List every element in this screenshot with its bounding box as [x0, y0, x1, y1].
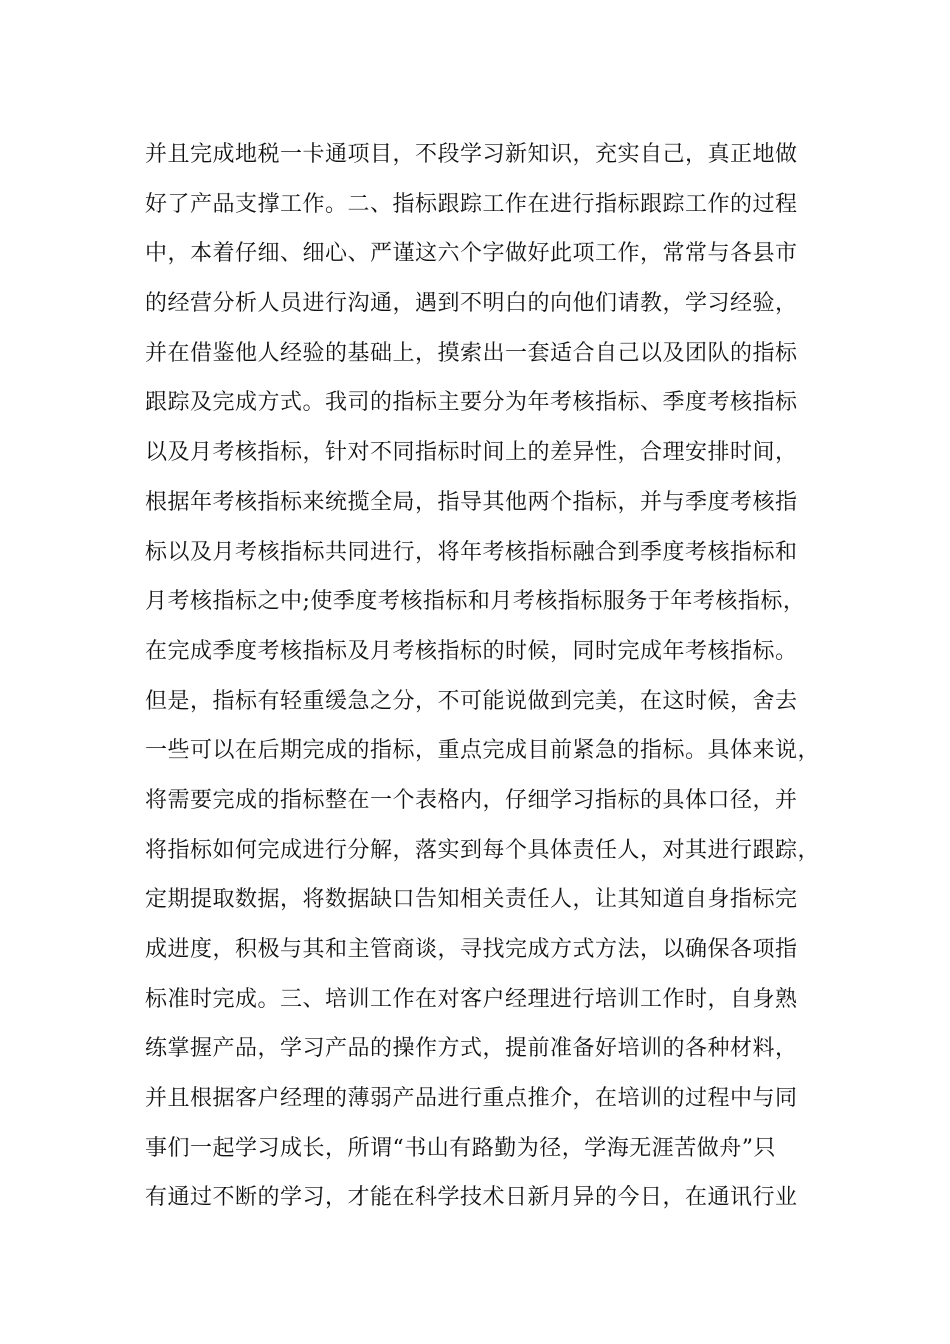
text-line: 以及月考核指标，针对不同指标时间上的差异性，合理安排时间， — [145, 440, 798, 466]
text-line: 在完成季度考核指标及月考核指标的时候，同时完成年考核指标。 — [145, 638, 798, 664]
text-line: 跟踪及完成方式。我司的指标主要分为年考核指标、季度考核指标 — [145, 390, 798, 416]
text-line: 月考核指标之中;使季度考核指标和月考核指标服务于年考核指标， — [145, 589, 806, 615]
text-line: 将指标如何完成进行分解，落实到每个具体责任人，对其进行跟踪， — [145, 837, 821, 863]
text-line: 标准时完成。三、培训工作在对客户经理进行培训工作时，自身熟 — [145, 986, 798, 1012]
text-line: 的经营分析人员进行沟通，遇到不明白的向他们请教，学习经验， — [145, 291, 798, 317]
text-line: 练掌握产品，学习产品的操作方式，提前准备好培训的各种材料， — [145, 1036, 798, 1062]
text-line: 中，本着仔细、细心、严谨这六个字做好此项工作，常常与各县市 — [145, 241, 798, 267]
text-line: 并在借鉴他人经验的基础上，摸索出一套适合自己以及团队的指标 — [145, 340, 798, 366]
text-line: 定期提取数据，将数据缺口告知相关责任人，让其知道自身指标完 — [145, 887, 798, 913]
text-line: 一些可以在后期完成的指标，重点完成目前紧急的指标。具体来说， — [145, 738, 821, 764]
text-line: 将需要完成的指标整在一个表格内，仔细学习指标的具体口径，并 — [145, 787, 798, 813]
text-line: 成进度，积极与其和主管商谈，寻找完成方式方法，以确保各项指 — [145, 937, 798, 962]
text-line: 根据年考核指标来统揽全局，指导其他两个指标，并与季度考核指 — [145, 489, 798, 515]
text-line: 并且完成地税一卡通项目，不段学习新知识，充实自己，真正地做 — [145, 142, 798, 167]
text-line: 有通过不断的学习，才能在科学技术日新月异的今日，在通讯行业 — [145, 1185, 798, 1211]
text-line: 但是，指标有轻重缓急之分，不可能说做到完美，在这时候，舍去 — [145, 688, 798, 714]
text-line: 标以及月考核指标共同进行，将年考核指标融合到季度考核指标和 — [145, 539, 798, 565]
body-text — [145, 130, 835, 1223]
text-line: 事们一起学习成长，所谓“书山有路勤为径，学海无涯苦做舟”只 — [145, 1135, 776, 1161]
text-line: 好了产品支撑工作。二、指标跟踪工作在进行指标跟踪工作的过程 — [145, 191, 798, 217]
text-line: 并且根据客户经理的薄弱产品进行重点推介，在培训的过程中与同 — [145, 1086, 798, 1112]
